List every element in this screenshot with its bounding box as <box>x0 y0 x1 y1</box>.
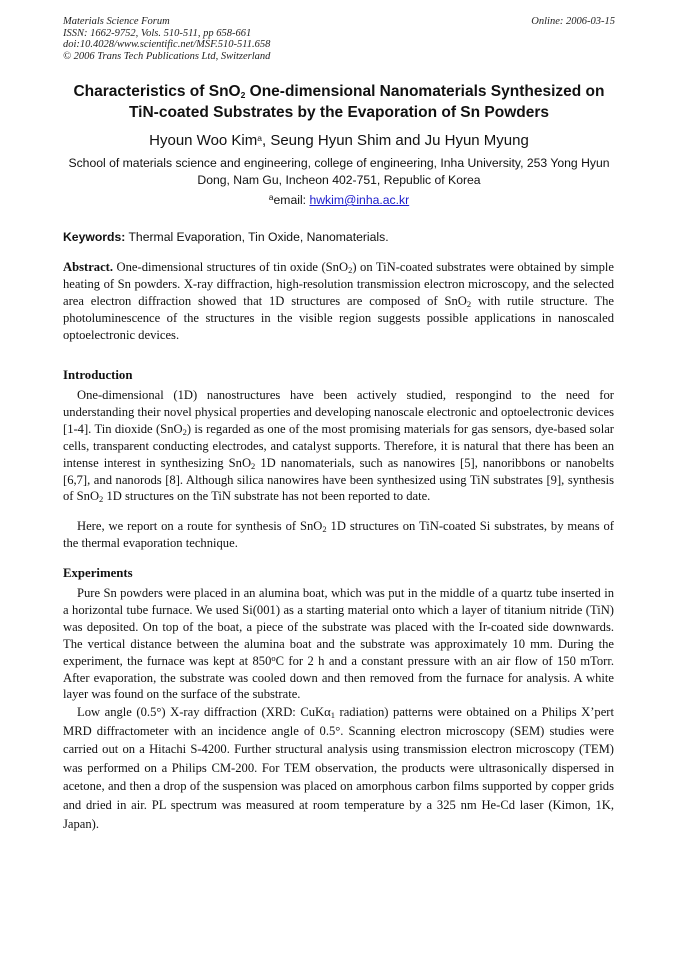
issn-line: ISSN: 1662-9752, Vols. 510-511, pp 658-661 <box>63 27 252 39</box>
affiliation: School of materials science and engineering, college of engineering, Inha University, 253 Yong Hyun Dong, Nam Gu, Incheon 402-751, Republic of Korea <box>68 156 610 187</box>
doi-line: doi:10.4028/www.scientific.net/MSF.510-511.658 <box>63 39 271 50</box>
keywords-label: Keywords: <box>63 230 126 244</box>
introduction-heading: Introduction <box>63 368 133 382</box>
paper-title <box>40 81 638 123</box>
copyright-line: © 2006 Trans Tech Publications Ltd, Switzerland <box>63 50 271 62</box>
experiments-paragraph-1: Pure Sn powders were placed in an alumina boat, which was put in the middle of a quartz tube inserted in a horizontal tube furnace. We used Si(001) as a starting material onto which a layer of titanium nitride (TiN) was deposited. On top of the boat, a piece of the substrate was placed with the Ir-coated side downwards. The vertical distance between the alumina boat and the substrate was approximately 10 mm. During the experiment, the furnace was kept at 850$^o$C for 2 h and a constant pressure with an air flow of 150 mTorr. After evaporation, the substrate was cooled down and then removed from the furnace for analysis. A white layer was found on the surface of the substrate. <box>63 586 614 702</box>
introduction-paragraph-2: Here, we report on a route for synthesis of SnO$_2$ 1D structures on TiN-coated Si substrates, by means of the thermal evaporation technique. <box>63 519 614 550</box>
authors: Hyoun Woo Kim$^a$, Seung Hyun Shim and Ju Hyun Myung <box>149 132 529 149</box>
email-line: $^a$email: hwkim@inha.ac.kr <box>268 192 410 207</box>
journal-header <box>63 16 363 62</box>
email-link[interactable]: hwkim@inha.ac.kr <box>309 193 410 207</box>
abstract-label: Abstract. <box>63 260 114 274</box>
online-date: Online: 2006-03-15 <box>531 16 615 27</box>
introduction-paragraph-1: One-dimensional (1D) nanostructures have been actively studied, respongind to the need for understanding their novel physical properties and developing nanoscale electronic and optoelectronic devices [1-4]. Tin dioxide (SnO$_2$) is regarded as one of the most promising materials for gas sensors, dye-based solar cells, transparent conducting electrodes, and catalyst supports. Therefore, it is natural that there has been an intense interest in synthesizing SnO$_2$ 1D nanomaterials, such as nanowires [5], nanoribbons or nanobelts [6,7], and nanorods [8]. Although silica nanowires have been synthesized using TiN substrates [9], synthesis of SnO$_2$ 1D structures on the TiN substrate has not been reported to date. <box>63 388 615 505</box>
abstract: Abstract. One-dimensional structures of tin oxide (SnO$_2$) on TiN-coated substrates were obtained by simple heating of Sn powders. X-ray diffraction, high-resolution transmission electron microscopy, and the selected area electron diffraction showed that 1D structures are composed of SnO$_2$ with rutile structure. The photoluminescence of the structures in the visible region suggests possible applications in nanoscaled optoelectronic devices. <box>63 260 614 342</box>
title-line-2: TiN-coated Substrates by the Evaporation of Sn Powders <box>128 104 549 121</box>
experiments-paragraph-2: Low angle (0.5°) X-ray diffraction (XRD: CuKα$_1$ radiation) patterns were obtained on a Philips X’pert MRD diffractometer with an incidence angle of 0.5°. Scanning electron microscopy (SEM) studies were carried out on a Hitachi S-4200. Further structural analysis using transmission electron microscopy (TEM) was performed on a Philips CM-200. For TEM observation, the products were ultrasonically dispersed in acetone, and then a drop of the suspension was placed on amorphous carbon films supported by copper grids and dried in air. PL spectrum was measured at room temperature by a 325 nm He-Cd laser (Kimon, 1K, Japan). <box>63 705 614 831</box>
title-line-1: Characteristics of SnO$_2$ One-dimensional Nanomaterials Synthesized on <box>73 83 605 100</box>
experiments-heading: Experiments <box>63 566 133 580</box>
journal-name: Materials Science Forum <box>63 16 170 27</box>
keywords: Keywords: Thermal Evaporation, Tin Oxide, Nanomaterials. <box>63 230 389 244</box>
